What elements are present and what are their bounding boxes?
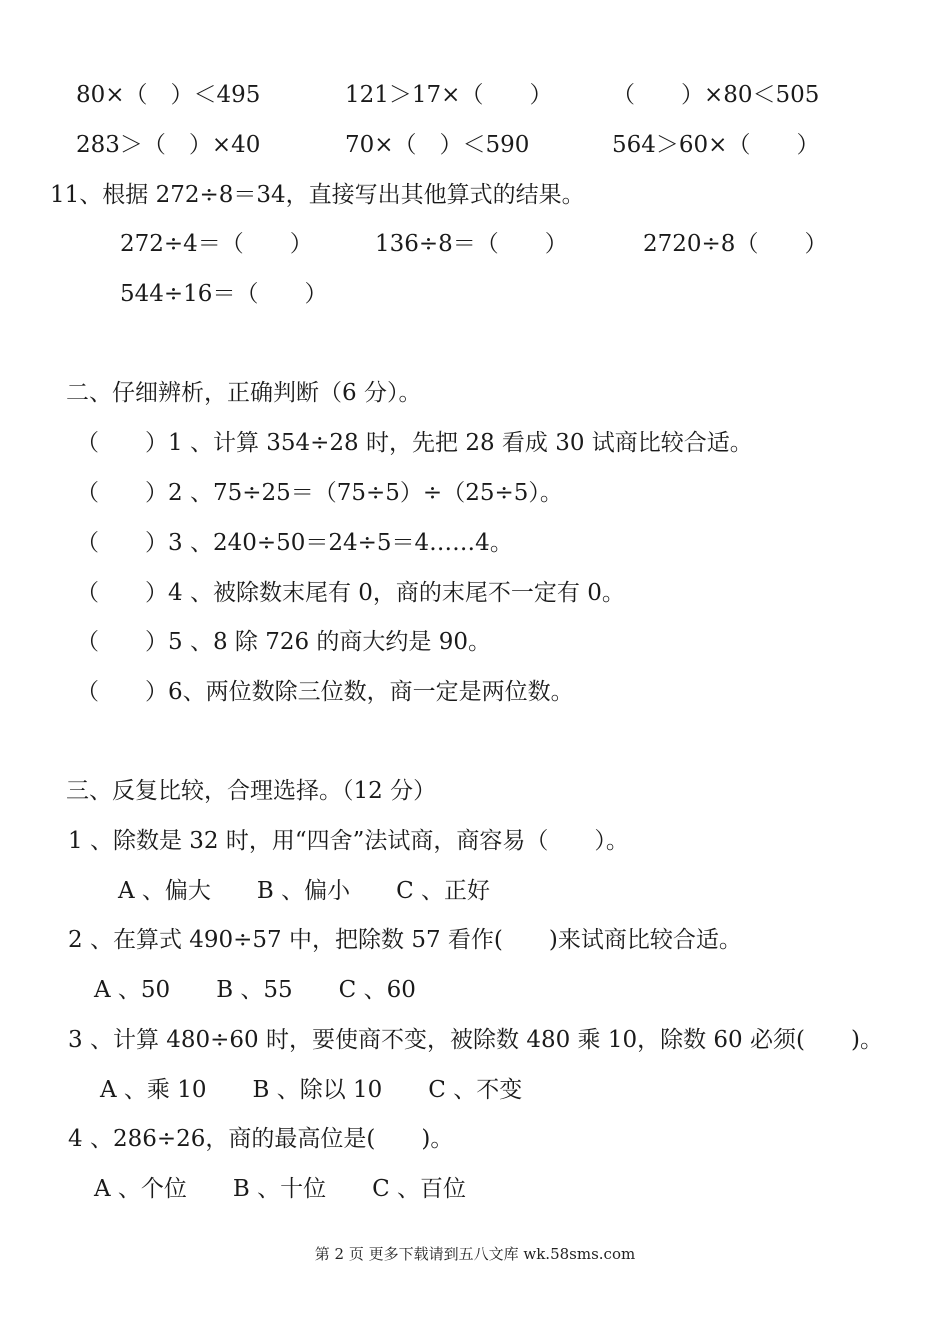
q11-expression-3: 2720÷8（ ） (643, 231, 828, 257)
question-11-title: 11、根据 272÷8＝34，直接写出其他算式的结果。 (50, 182, 585, 208)
choice-options-3: A 、乘 10 B 、除以 10 C 、不变 (100, 1077, 523, 1103)
section-3-title: 三、反复比较，合理选择。（12 分） (66, 778, 437, 804)
judgment-item-3: （ ）3 、240÷50＝24÷5＝4……4。 (76, 530, 513, 556)
inequality-1: 80×（ ）＜495 (76, 82, 261, 108)
inequality-2: 121＞17×（ ） (345, 82, 553, 108)
q11-expression-1: 272÷4＝（ ） (120, 231, 313, 257)
inequality-3: （ ）×80＜505 (612, 82, 820, 108)
judgment-item-4: （ ）4 、被除数末尾有 0，商的末尾不一定有 0。 (76, 580, 625, 606)
judgment-item-5: （ ）5 、8 除 726 的商大约是 90。 (76, 629, 491, 655)
choice-options-4: A 、个位 B 、十位 C 、百位 (94, 1176, 467, 1202)
q11-expression-4: 544÷16＝（ ） (120, 281, 328, 307)
choice-question-3: 3 、计算 480÷60 时，要使商不变，被除数 480 乘 10，除数 60 必须( )。 (68, 1027, 883, 1053)
choice-question-2: 2 、在算式 490÷57 中，把除数 57 看作( )来试商比较合适。 (68, 927, 742, 953)
inequality-6: 564＞60×（ ） (612, 132, 820, 158)
page-footer: 第 2 页 更多下载请到五八文库 wk.58sms.com (314, 1245, 636, 1263)
choice-options-2: A 、50 B 、55 C 、60 (94, 977, 416, 1003)
judgment-item-6: （ ）6、两位数除三位数，商一定是两位数。 (76, 679, 574, 705)
judgment-item-1: （ ）1 、计算 354÷28 时，先把 28 看成 30 试商比较合适。 (76, 430, 753, 456)
choice-question-4: 4 、286÷26，商的最高位是( )。 (68, 1126, 454, 1152)
q11-expression-2: 136÷8＝（ ） (375, 231, 568, 257)
inequality-5: 70×（ ）＜590 (345, 132, 530, 158)
section-2-title: 二、仔细辨析，正确判断（6 分）。 (66, 380, 422, 406)
choice-question-1: 1 、除数是 32 时，用“四舍”法试商，商容易（ ）。 (68, 828, 629, 854)
judgment-item-2: （ ）2 、75÷25＝（75÷5）÷（25÷5）。 (76, 480, 563, 506)
choice-options-1: A 、偏大 B 、偏小 C 、正好 (118, 878, 491, 904)
inequality-4: 283＞（ ）×40 (76, 132, 261, 158)
